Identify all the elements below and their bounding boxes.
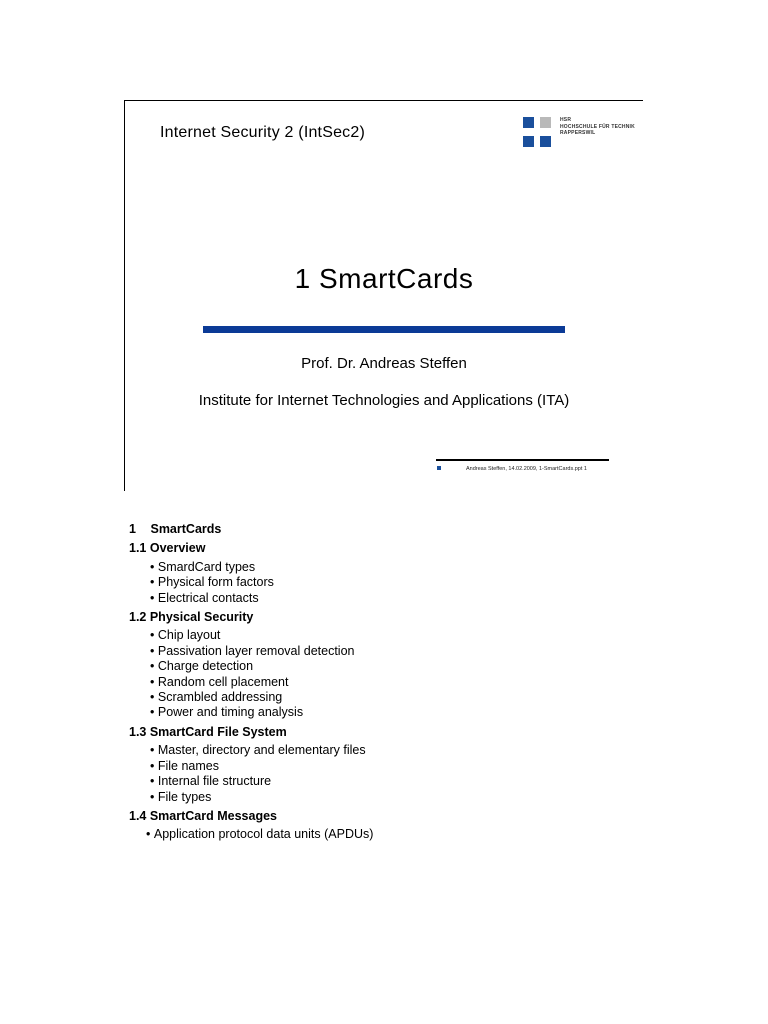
toc-section-items [129, 827, 629, 842]
logo-square-blue [523, 136, 534, 147]
slide-footer: Andreas Steffen, 14.02.2009, 1-SmartCards.ppt 1 [466, 466, 587, 472]
toc-item: • Electrical contacts [129, 591, 629, 606]
table-of-contents [129, 522, 629, 843]
hsr-logo [523, 117, 638, 149]
course-title: Internet Security 2 (IntSec2) [160, 124, 366, 141]
slide-frame-left [124, 100, 125, 491]
slide-title: 1 SmartCards [294, 263, 474, 294]
logo-square-grey [540, 117, 551, 128]
logo-text: HSR HOCHSCHULE FÜR TECHNIK RAPPERSWIL [560, 117, 635, 136]
toc-item: • Chip layout [129, 628, 629, 643]
footer-rule [436, 459, 609, 461]
toc-item: • File types [129, 790, 629, 805]
toc-item: • Passivation layer removal detection [129, 644, 629, 659]
toc-item: • Random cell placement [129, 675, 629, 690]
toc-heading-label: SmartCards [150, 522, 222, 536]
logo-square-blue [523, 117, 534, 128]
institute: Institute for Internet Technologies and Applications (ITA) [198, 392, 570, 409]
toc-section-title: 1.4 SmartCard Messages [129, 808, 277, 823]
toc-item: • Physical form factors [129, 575, 629, 590]
toc-section-title: 1.3 SmartCard File System [129, 724, 287, 739]
footer-bullet [437, 466, 441, 470]
toc-section-title: 1.1 Overview [129, 541, 206, 556]
toc-item: • Scrambled addressing [129, 690, 629, 705]
toc-item: • Charge detection [129, 659, 629, 674]
toc-section-items [129, 628, 629, 720]
toc-item: • Internal file structure [129, 774, 629, 789]
toc-section-items [129, 560, 629, 606]
toc-section-title: 1.2 Physical Security [129, 610, 254, 625]
author: Prof. Dr. Andreas Steffen [301, 355, 467, 372]
toc-item: • Application protocol data units (APDUs) [129, 827, 629, 842]
toc-item: • SmardCard types [129, 560, 629, 575]
toc-section-items [129, 743, 629, 805]
logo-square-blue [540, 136, 551, 147]
toc-heading-number: 1 [129, 522, 136, 536]
toc-heading [129, 522, 629, 537]
toc-item: • File names [129, 759, 629, 774]
toc-item: • Master, directory and elementary files [129, 743, 629, 758]
toc-item: • Power and timing analysis [129, 705, 629, 720]
slide-frame-top [124, 100, 643, 101]
title-underline [203, 326, 565, 333]
